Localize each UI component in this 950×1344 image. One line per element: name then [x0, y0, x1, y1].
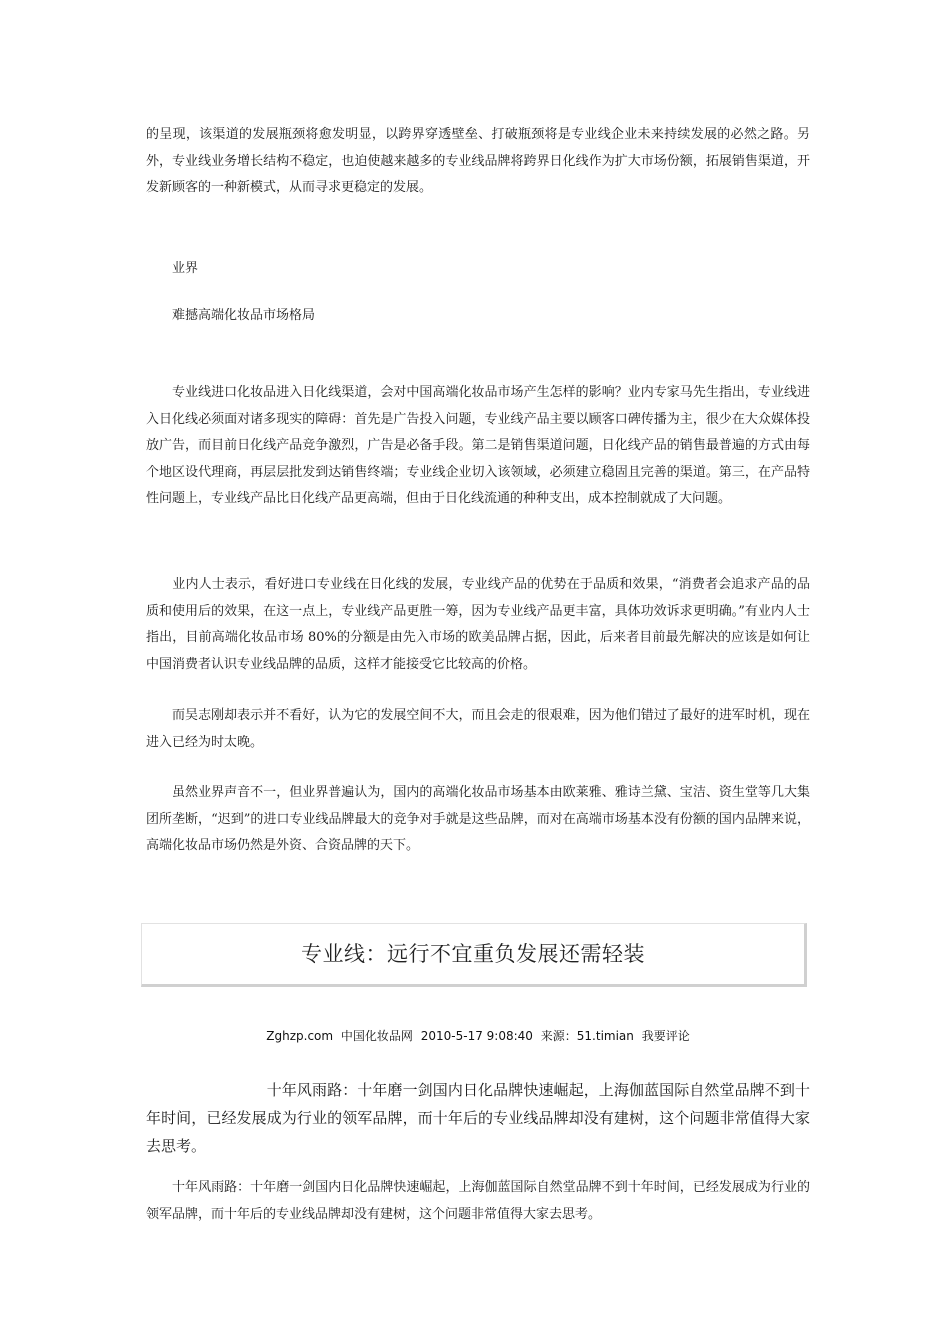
comment-link[interactable]: 我要评论 [641, 1029, 690, 1043]
article-lead: 十年风雨路：十年磨一剑国内日化品牌快速崛起，上海伽蓝国际自然堂品牌不到十年时间，已经发展成为行业的领军品牌，而十年后的专业线品牌却没有建树，这个问题非常值得大家去思考。 [146, 1081, 810, 1155]
paragraph-market-impact: 专业线进口化妆品进入日化线渠道，会对中国高端化妆品市场产生怎样的影响？业内专家马先生指出，专业线进入日化线必须面对诸多现实的障碍：首先是广告投入问题，专业线产品主要以顾客口碑传播为主，很少在大众媒体投放广告，而目前日化线产品竞争激烈，广告是必备手段。第二是销售渠道问题，日化线产品的销售最普遍的方式由每个地区设代理商，再层层批发到达销售终端；专业线企业切入该领域，必须建立稳固且完善的渠道。第三，在产品特性问题上，专业线产品比日化线产品更高端，但由于日化线流通的种种支出，成本控制就成了大问题。 [146, 385, 810, 506]
article-title-box [141, 923, 807, 987]
paragraph-intro: 的呈现，该渠道的发展瓶颈将愈发明显，以跨界穿透壁垒、打破瓶颈将是专业线企业未来持续发展的必然之路。另外，专业线业务增长结构不稳定，也迫使越来越多的专业线品牌将跨界日化线作为扩大市场份额，拓展销售渠道，开发新顾客的一种新模式，从而寻求更稳定的发展。 [146, 127, 810, 195]
meta-site-name[interactable]: 中国化妆品网 [340, 1029, 413, 1043]
section-heading: 难撼高端化妆品市场格局 [172, 308, 316, 323]
section-label: 业界 [172, 261, 199, 276]
meta-datetime: 2010-5-17 9:08:40 [420, 1029, 533, 1043]
article-title: 专业线：远行不宜重负发展还需轻装 [301, 942, 645, 966]
article-meta [146, 1026, 810, 1046]
meta-source: 51.timian [576, 1029, 634, 1043]
meta-site[interactable]: Zghzp.com [266, 1029, 334, 1043]
meta-source-label: 来源： [540, 1029, 577, 1043]
paragraph-consensus: 虽然业界声音不一，但业界普遍认为，国内的高端化妆品市场基本由欧莱雅、雅诗兰黛、宝洁、资生堂等几大集团所垄断，“迟到”的进口专业线品牌最大的竞争对手就是这些品牌，而对在高端市场基本没有份额的国内品牌来说，高端化妆品市场仍然是外资、合资品牌的天下。 [146, 785, 810, 853]
paragraph-industry-view: 业内人士表示，看好进口专业线在日化线的发展，专业线产品的优势在于品质和效果，“消费者会追求产品的品质和使用后的效果，在这一点上，专业线产品更胜一筹，因为专业线产品更丰富，具体功效诉求更明确。”有业内人士指出，目前高端化妆品市场 80%的分额是由先入市场的欧美品牌占据，因此，后来者目前最先解决的应该是如何让中国消费者认识专业线品牌的品质，这样才能接受它比较高的价格。 [146, 577, 810, 672]
paragraph-wu-zhigang: 而吴志刚却表示并不看好，认为它的发展空间不大，而且会走的很艰难，因为他们错过了最好的进军时机，现在进入已经为时太晚。 [146, 708, 810, 750]
article-body-paragraph: 十年风雨路：十年磨一剑国内日化品牌快速崛起，上海伽蓝国际自然堂品牌不到十年时间，已经发展成为行业的领军品牌，而十年后的专业线品牌却没有建树，这个问题非常值得大家去思考。 [146, 1180, 810, 1222]
